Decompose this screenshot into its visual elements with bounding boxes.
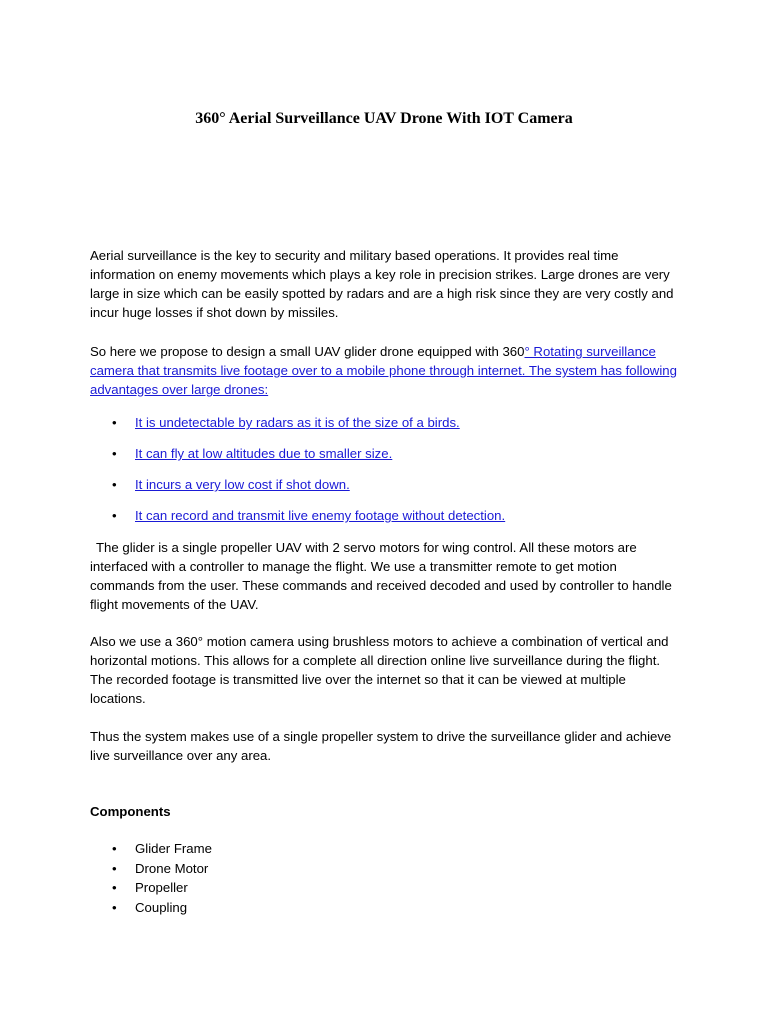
component-item: • Glider Frame bbox=[90, 839, 680, 859]
components-heading: Components bbox=[90, 804, 171, 819]
component-item: • Propeller bbox=[90, 878, 680, 898]
advantage-item bbox=[90, 444, 680, 475]
conclusion-paragraph: Thus the system makes use of a single propeller system to drive the surveillance glider and achieve live surveillance over any area. bbox=[90, 729, 672, 763]
proposal-paragraph bbox=[90, 342, 680, 399]
advantage-item bbox=[90, 506, 680, 537]
advantage-item bbox=[90, 475, 680, 506]
advantages-list bbox=[90, 413, 680, 537]
advantage-link[interactable]: It can record and transmit live enemy footage without detection. bbox=[135, 508, 506, 523]
glider-paragraph: The glider is a single propeller UAV with 2 servo motors for wing control. All these motors are interfaced with a controller to manage the flight. We use a transmitter remote to get motion commands from the user. These commands and received decoded and used by controller to handle flight movements of the UAV. bbox=[90, 540, 672, 612]
advantage-link[interactable]: It can fly at low altitudes due to smaller size. bbox=[135, 446, 393, 461]
advantage-link[interactable]: It incurs a very low cost if shot down. bbox=[135, 477, 350, 492]
intro-paragraph: Aerial surveillance is the key to security and military based operations. It provides real time information on enemy movements which plays a key role in precision strikes. Large drones are very large in size which can be easily spotted by radars and are a high risk since they are very costly and incur huge losses if shot down by missiles. bbox=[90, 248, 674, 320]
components-list bbox=[90, 839, 680, 917]
camera-paragraph: Also we use a 360° motion camera using brushless motors to achieve a combination of vertical and horizontal motions. This allows for a complete all direction online live surveillance during the flight. The recorded footage is transmitted live over the internet so that it can be viewed at multiple locations. bbox=[90, 634, 669, 706]
proposal-link[interactable]: ° Rotating surveillance camera that transmits live footage over to a mobile phone through internet. The system has following advantages over large drones: bbox=[90, 344, 677, 397]
component-item: • Coupling bbox=[90, 898, 680, 918]
component-item: • Drone Motor bbox=[90, 859, 680, 879]
advantage-item bbox=[90, 413, 680, 444]
advantage-link[interactable]: It is undetectable by radars as it is of the size of a birds. bbox=[135, 415, 460, 430]
proposal-text: So here we propose to design a small UAV glider drone equipped with 360 bbox=[90, 344, 525, 359]
document-title: 360° Aerial Surveillance UAV Drone With IOT Camera bbox=[195, 110, 573, 127]
